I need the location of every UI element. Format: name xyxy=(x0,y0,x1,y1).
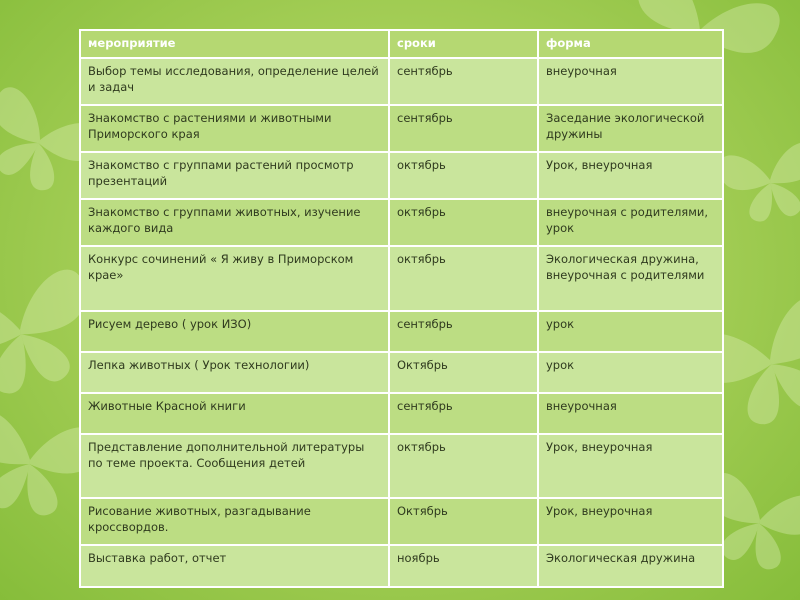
cell-dates: Октябрь xyxy=(389,352,538,393)
table-row xyxy=(80,105,723,152)
cell-dates: сентябрь xyxy=(389,105,538,152)
cell-form: Урок, внеурочная xyxy=(538,434,723,498)
table-row xyxy=(80,199,723,246)
header-event: мероприятие xyxy=(80,30,389,58)
cell-event: Лепка животных ( Урок технологии) xyxy=(80,352,389,393)
cell-event: Рисуем дерево ( урок ИЗО) xyxy=(80,311,389,352)
cell-form: внеурочная с родителями, урок xyxy=(538,199,723,246)
cell-dates: сентябрь xyxy=(389,58,538,105)
table-row xyxy=(80,393,723,434)
cell-event: Конкурс сочинений « Я живу в Приморском крае» xyxy=(80,246,389,311)
table-row xyxy=(80,311,723,352)
cell-event: Знакомство с растениями и животными Приморского края xyxy=(80,105,389,152)
cell-form: Урок, внеурочная xyxy=(538,152,723,199)
header-form: форма xyxy=(538,30,723,58)
cell-dates: октябрь xyxy=(389,199,538,246)
table-row xyxy=(80,545,723,587)
cell-dates: октябрь xyxy=(389,246,538,311)
cell-form: Урок, внеурочная xyxy=(538,498,723,545)
cell-event: Представление дополнительной литературы по теме проекта. Сообщения детей xyxy=(80,434,389,498)
cell-form: Экологическая дружина, внеурочная с родителями xyxy=(538,246,723,311)
cell-event: Выставка работ, отчет xyxy=(80,545,389,587)
cell-event: Животные Красной книги xyxy=(80,393,389,434)
table-row xyxy=(80,434,723,498)
cell-form: внеурочная xyxy=(538,58,723,105)
cell-event: Знакомство с группами животных, изучение каждого вида xyxy=(80,199,389,246)
cell-event: Выбор темы исследования, определение целей и задач xyxy=(80,58,389,105)
events-table xyxy=(79,29,724,588)
table-row xyxy=(80,498,723,545)
cell-event: Знакомство с группами растений просмотр презентаций xyxy=(80,152,389,199)
cell-form: Заседание экологической дружины xyxy=(538,105,723,152)
cell-dates: октябрь xyxy=(389,152,538,199)
cell-event: Рисование животных, разгадывание кроссвордов. xyxy=(80,498,389,545)
table-row xyxy=(80,246,723,311)
header-dates: сроки xyxy=(389,30,538,58)
cell-dates: Октябрь xyxy=(389,498,538,545)
table-row xyxy=(80,58,723,105)
table-row xyxy=(80,152,723,199)
table-row xyxy=(80,352,723,393)
cell-form: урок xyxy=(538,352,723,393)
cell-form: урок xyxy=(538,311,723,352)
cell-dates: сентябрь xyxy=(389,393,538,434)
cell-dates: октябрь xyxy=(389,434,538,498)
table-header-row xyxy=(80,30,723,58)
cell-dates: ноябрь xyxy=(389,545,538,587)
cell-form: Экологическая дружина xyxy=(538,545,723,587)
cell-dates: сентябрь xyxy=(389,311,538,352)
cell-form: внеурочная xyxy=(538,393,723,434)
